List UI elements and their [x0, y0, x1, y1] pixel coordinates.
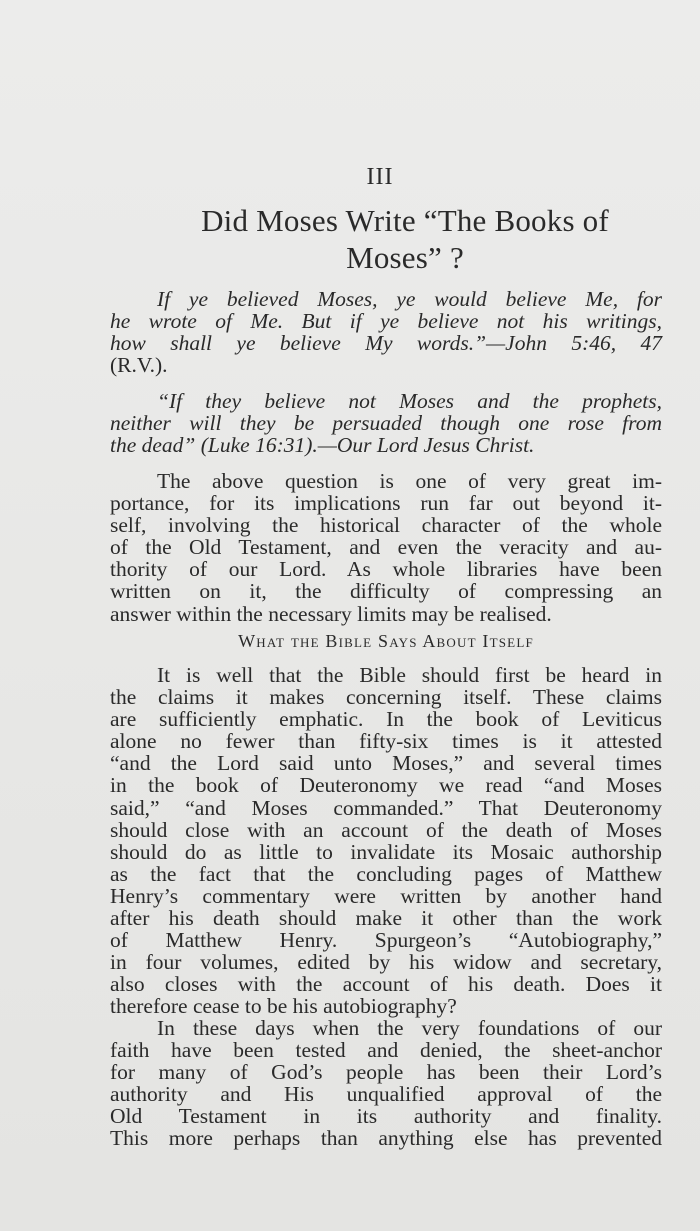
- paragraph-bible-claims: [110, 664, 662, 1018]
- text-line: alone no fewer than fifty-six times is it attested: [110, 729, 662, 754]
- paragraph-lords-authority: [110, 1017, 662, 1150]
- text-line: “and the Lord said unto Moses,” and several times: [110, 751, 662, 776]
- chapter-title-line-1: Did Moses Write “The Books of: [201, 203, 609, 238]
- paragraph-introduction: [110, 470, 662, 625]
- text-line: also closes with the account of his death. Does it: [110, 972, 662, 997]
- text-line: are sufficiently emphatic. In the book of Leviticus: [110, 707, 662, 732]
- text-line: he wrote of Me. But if ye believe not his writings,: [110, 309, 662, 334]
- text-line: It is well that the Bible should first be heard in: [157, 663, 662, 687]
- text-line: faith have been tested and denied, the sheet-anchor: [110, 1038, 662, 1063]
- text-line: therefore cease to be his autobiography?: [110, 994, 457, 1019]
- text-line: In these days when the very foundations of our: [157, 1016, 662, 1040]
- section-heading: What the Bible Says About Itself: [238, 631, 534, 651]
- text-line: of the Old Testament, and even the veracity and au-: [110, 535, 662, 560]
- text-line: (R.V.).: [110, 353, 168, 378]
- text-line: the claims it makes concerning itself. These claims: [110, 685, 662, 710]
- text-line: portance, for its implications run far out beyond it-: [110, 491, 662, 516]
- text-line: self, involving the historical character of the whole: [110, 513, 662, 538]
- text-line: the dead” (Luke 16:31).—Our Lord Jesus Christ.: [110, 433, 535, 458]
- text-line: should close with an account of the death of Moses: [110, 817, 662, 842]
- text-line: as the fact that the concluding pages of Matthew: [110, 861, 662, 886]
- text-line: after his death should make it other than the work: [110, 906, 662, 931]
- text-line: If ye believed Moses, ye would believe Me, for: [157, 287, 662, 311]
- text-line: of Matthew Henry. Spurgeon’s “Autobiography,”: [110, 928, 662, 953]
- text-line: said,” “and Moses commanded.” That Deuteronomy: [110, 795, 662, 820]
- text-line: Henry’s commentary were written by another hand: [110, 883, 662, 908]
- text-line: authority and His unqualified approval of the: [110, 1082, 662, 1107]
- chapter-number: III: [366, 164, 394, 190]
- epigraph-luke: [110, 390, 662, 456]
- text-line: This more perhaps than anything else has prevented: [110, 1126, 662, 1151]
- chapter-title-line-2: Moses” ?: [346, 240, 464, 275]
- text-line: for many of God’s people has been their Lord’s: [110, 1060, 662, 1085]
- text-line: neither will they be persuaded though one rose from: [110, 411, 662, 436]
- text-line: how shall ye believe My words.”—John 5:46, 47: [110, 331, 662, 356]
- text-line: should do as little to invalidate its Mosaic authorship: [110, 839, 662, 864]
- text-line: thority of our Lord. As whole libraries have been: [110, 557, 662, 582]
- text-line: Old Testament in its authority and finality.: [110, 1104, 662, 1129]
- text-line: answer within the necessary limits may be realised.: [110, 601, 552, 626]
- epigraph-john: [110, 288, 662, 376]
- text-line: The above question is one of very great im-: [157, 469, 662, 493]
- chapter-title: [110, 202, 700, 276]
- text-line: in the book of Deuteronomy we read “and Moses: [110, 773, 662, 798]
- text-line: “If they believe not Moses and the prophets,: [157, 389, 662, 413]
- text-line: written on it, the difficulty of compressing an: [110, 579, 662, 604]
- text-line: in four volumes, edited by his widow and secretary,: [110, 950, 662, 975]
